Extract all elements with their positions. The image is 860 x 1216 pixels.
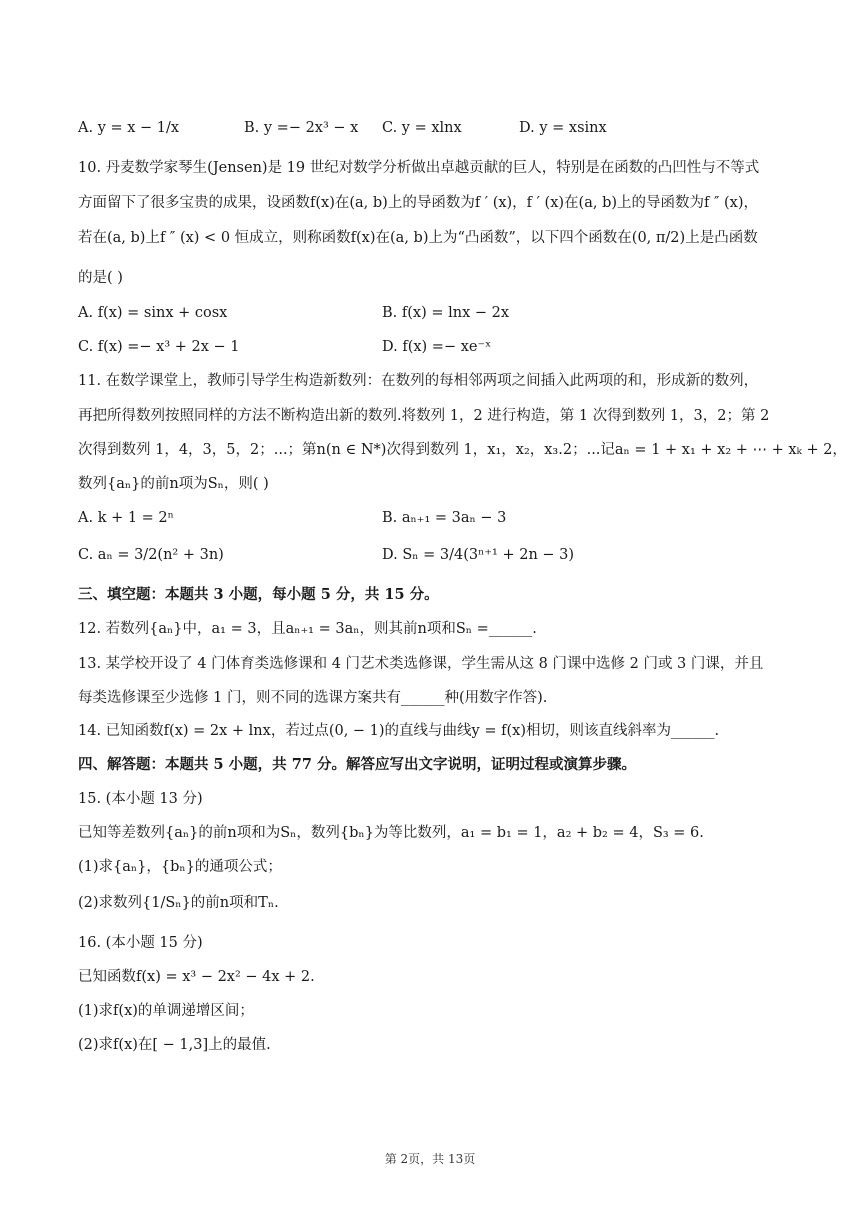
q9-option-c: C. y = xlnx (382, 120, 462, 136)
q11-line: 数列{aₙ}的前n项为Sₙ，则( ) (78, 476, 269, 492)
q11-line: 次得到数列 1，4，3，5，2；...；第n(n ∈ N*)次得到数列 1，x₁，x₂，x₃.2；...记aₙ = 1 + x₁ + x₂ + ⋯ + xₖ + 2， (78, 442, 847, 458)
q13-line: 13. 某学校开设了 4 门体育类选修课和 4 门艺术类选修课，学生需从这 8 门课中选修 2 门或 3 门课，并且 (78, 656, 764, 672)
q9-option-a: A. y = x − 1/x (78, 120, 180, 136)
q10-line: 的是( ) (78, 270, 123, 286)
section-heading-answer: 四、解答题：本题共 5 小题，共 77 分。解答应写出文字说明，证明过程或演算步骤。 (78, 756, 636, 773)
q11-line: 再把所得数列按照同样的方法不断构造出新的数列.将数列 1，2 进行构造，第 1 次得到数列 1，3，2；第 2 (78, 408, 770, 424)
q10-line: 10. 丹麦数学家琴生(Jensen)是 19 世纪对数学分析做出卓越贡献的巨人，特别是在函数的凸凹性与不等式 (78, 160, 760, 176)
q12-text: 12. 若数列{aₙ}中，a₁ = 3，且aₙ₊₁ = 3aₙ，则其前n项和Sₙ =______. (78, 621, 537, 637)
q15-line: (2)求数列{1/Sₙ}的前n项和Tₙ. (78, 895, 279, 911)
q10-option-c: C. f(x) =− x³ + 2x − 1 (78, 339, 240, 355)
q10-line: 方面留下了很多宝贵的成果，设函数f(x)在(a, b)上的导函数为f ′ (x)，f ′ (x)在(a, b)上的导函数为f ″ (x)， (78, 195, 759, 211)
q16-header: 16. (本小题 15 分) (78, 935, 203, 951)
q10-line: 若在(a, b)上f ″ (x) < 0 恒成立，则称函数f(x)在(a, b)上为“凸函数”，以下四个函数在(0, π/2)上是凸函数 (78, 230, 758, 246)
q11-option-b: B. aₙ₊₁ = 3aₙ − 3 (382, 510, 507, 526)
q10-option-b: B. f(x) = lnx − 2x (382, 305, 510, 321)
q11-option-c: C. aₙ = 3/2(n² + 3n) (78, 547, 224, 563)
q10-option-a: A. f(x) = sinx + cosx (78, 305, 228, 321)
q9-option-b: B. y =− 2x³ − x (244, 120, 359, 136)
page-footer: 第 2页，共 13页 (384, 1152, 476, 1166)
q16-line: 已知函数f(x) = x³ − 2x² − 4x + 2. (78, 969, 315, 985)
q15-header: 15. (本小题 13 分) (78, 791, 203, 807)
q10-option-d: D. f(x) =− xe⁻ˣ (382, 339, 492, 355)
q13-line: 每类选修课至少选修 1 门，则不同的选课方案共有______种(用数字作答). (78, 690, 548, 706)
q11-option-d: D. Sₙ = 3/4(3ⁿ⁺¹ + 2n − 3) (382, 547, 575, 563)
q11-line: 11. 在数学课堂上，教师引导学生构造新数列：在数列的每相邻两项之间插入此两项的和，形成新的数列， (78, 373, 759, 389)
q15-line: (1)求{aₙ}，{bₙ}的通项公式； (78, 859, 282, 875)
q11-option-a: A. k + 1 = 2ⁿ (78, 510, 174, 526)
q9-option-d: D. y = xsinx (519, 120, 607, 136)
q15-line: 已知等差数列{aₙ}的前n项和为Sₙ，数列{bₙ}为等比数列，a₁ = b₁ = 1，a₂ + b₂ = 4，S₃ = 6. (78, 825, 704, 841)
q16-line: (1)求f(x)的单调递增区间； (78, 1003, 254, 1019)
q14-text: 14. 已知函数f(x) = 2x + lnx，若过点(0, − 1)的直线与曲线y = f(x)相切，则该直线斜率为______. (78, 723, 720, 739)
section-heading-fill-in: 三、填空题：本题共 3 小题，每小题 5 分，共 15 分。 (78, 586, 439, 603)
q16-line: (2)求f(x)在[ − 1,3]上的最值. (78, 1037, 271, 1053)
